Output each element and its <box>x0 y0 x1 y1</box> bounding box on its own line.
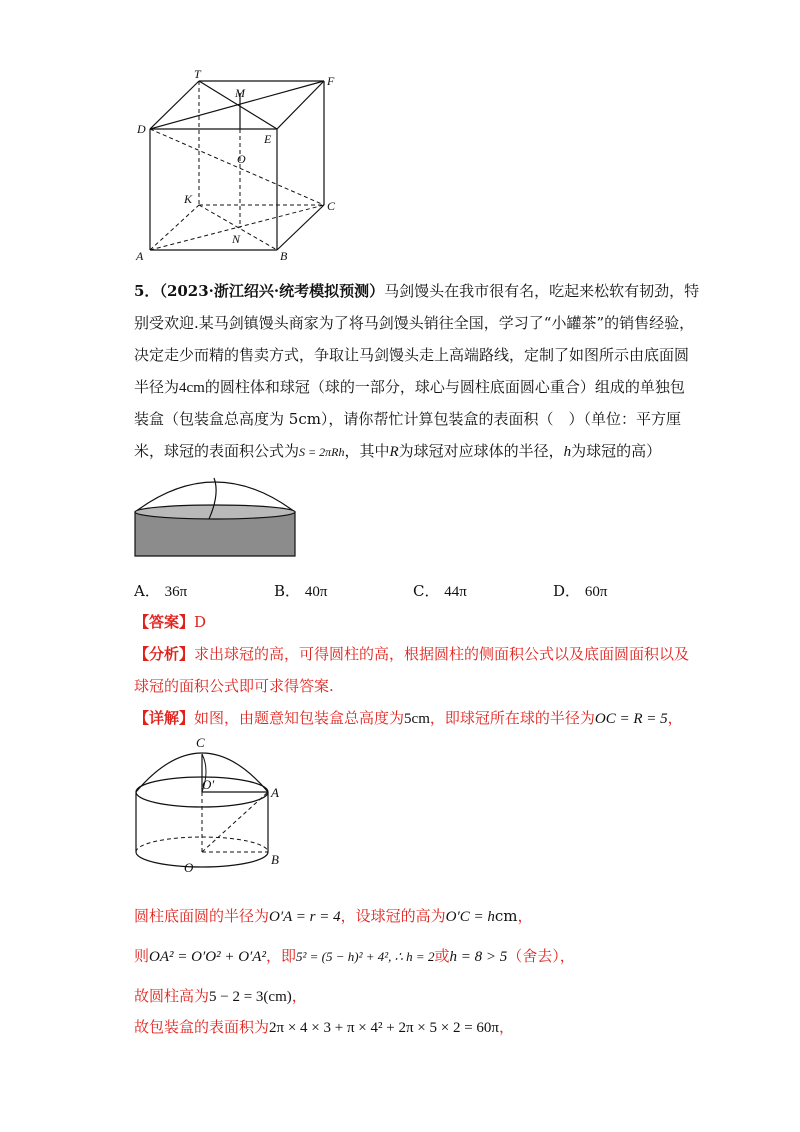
label-b: B <box>280 249 288 263</box>
label-e: E <box>264 132 272 146</box>
label-c2: C <box>196 735 205 750</box>
label-b2: B <box>271 852 279 867</box>
label-d: D <box>137 122 146 136</box>
analysis-line-2: 球冠的面积公式即可求得答案. <box>134 677 334 695</box>
label-o2: O <box>184 860 194 875</box>
cube-figure <box>130 65 360 265</box>
option-d[interactable]: D． 60π <box>553 582 608 600</box>
option-a[interactable]: A． 36π <box>134 582 188 600</box>
question-source: （2023·浙江绍兴·统考模拟预测） <box>159 282 385 300</box>
question-line-6: 米，球冠的表面积公式为S = 2πRh，其中R为球冠对应球体的半径，h为球冠的高） <box>134 442 662 460</box>
question-line-2: 别受欢迎.某马剑镇馒头商家为了将马剑馒头销往全国，学习了“小罐茶”的销售经验， <box>134 314 695 332</box>
answer-tag: 【答案】 <box>134 613 195 631</box>
label-f: F <box>327 74 335 88</box>
question-line-3: 决定走少而精的售卖方式，争取让马剑馒头走上高端路线，定制了如图所示由底面圆 <box>134 346 690 364</box>
detail-line-1: 【详解】如图，由题意知包装盒总高度为5cm，即球冠所在球的半径为OC = R = 5， <box>134 709 683 727</box>
answer-line <box>134 612 206 632</box>
cylinder-figure <box>128 732 288 882</box>
label-a2: A <box>271 785 279 800</box>
question-line-1: 5．（2023·浙江绍兴·统考模拟预测）马剑馒头在我市很有名，吃起来松软有韧劲，特 <box>134 282 700 300</box>
label-k: K <box>184 192 193 206</box>
option-c[interactable]: C． 44π <box>413 582 467 600</box>
label-c: C <box>327 199 336 213</box>
question-line-5: 装盒（包装盒总高度为 5cm），请你帮忙计算包装盒的表面积（ ）（单位：平方厘 <box>134 410 681 428</box>
label-m: M <box>235 86 245 100</box>
question-line-4: 半径为4cm的圆柱体和球冠（球的一部分，球心与圆柱底面圆心重合）组成的单独包 <box>134 378 685 396</box>
solution-line-3: 故圆柱高为5 − 2 = 3(cm)， <box>134 987 307 1005</box>
option-b[interactable]: B． 40π <box>274 582 328 600</box>
label-o: O <box>237 152 246 166</box>
label-n: N <box>232 232 241 246</box>
answer-value: D <box>194 613 207 631</box>
label-t: T <box>194 67 201 81</box>
solution-line-2: 则OA² = O′O² + O′A²，即5² = (5 − h)² + 4², ∴ h = 2或h = 8 > 5（舍去）， <box>134 947 575 965</box>
analysis-line-1: 【分析】求出球冠的高，可得圆柱的高，根据圆柱的侧面积公式以及底面圆面积以及 <box>134 645 690 663</box>
label-o-prime: O′ <box>202 777 215 792</box>
solution-line-4: 故包装盒的表面积为2π × 4 × 3 + π × 4² + 2π × 5 × 2 = 60π， <box>134 1018 514 1036</box>
question-number: 5． <box>134 282 160 300</box>
solution-line-1: 圆柱底面圆的半径为O′A = r = 4，设球冠的高为O′C = hcm， <box>134 907 533 925</box>
label-a: A <box>136 249 144 263</box>
package-box-figure <box>130 470 300 566</box>
